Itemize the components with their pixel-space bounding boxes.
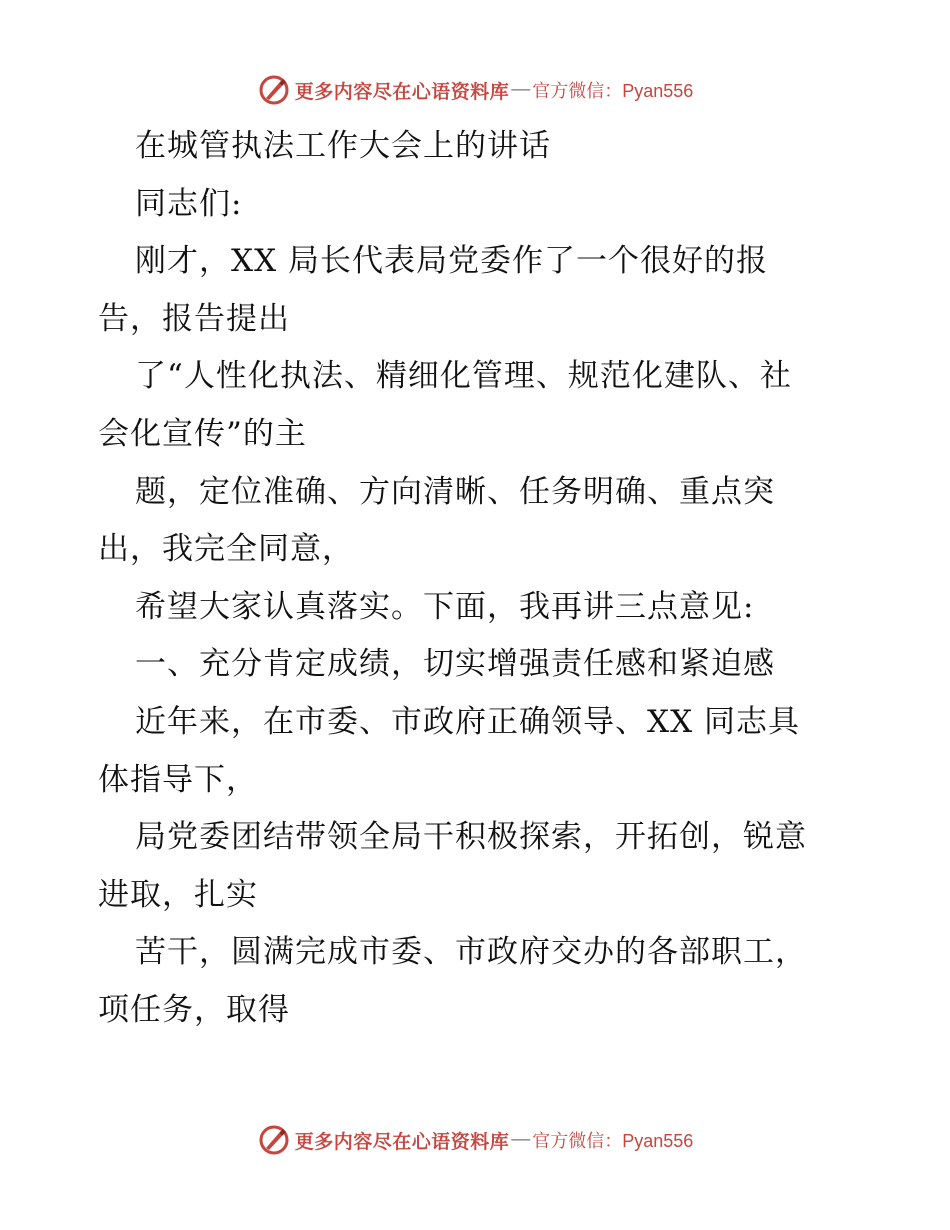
text-line: 题，定位准确、方向清晰、任务明确、重点突 bbox=[135, 473, 775, 510]
footer-banner bbox=[0, 1120, 950, 1160]
pen-logo-icon bbox=[257, 73, 291, 107]
text-line: 告，报告提出 bbox=[98, 300, 290, 337]
header-banner bbox=[0, 70, 950, 110]
document-title: 在城管执法工作大会上的讲话 bbox=[135, 128, 551, 164]
text-line: 近年来，在市委、市政府正确领导、XX 同志具 bbox=[135, 703, 800, 740]
banner-wechat: 官方微信：Pyan556 bbox=[532, 1131, 694, 1151]
document-body bbox=[98, 118, 868, 1040]
text-line: 体指导下， bbox=[98, 761, 258, 798]
text-line: 了“人性化执法、精细化管理、规范化建队、社 bbox=[135, 358, 792, 395]
banner-text: 更多内容尽在心语资料库 bbox=[294, 1130, 510, 1153]
banner-dash: — bbox=[511, 79, 531, 100]
banner-dash: — bbox=[511, 1129, 531, 1150]
salutation: 同志们: bbox=[135, 185, 243, 222]
text-line: 出，我完全同意， bbox=[98, 531, 354, 568]
text-line: 会化宣传”的主 bbox=[98, 415, 307, 452]
banner-text: 更多内容尽在心语资料库 bbox=[294, 80, 510, 103]
section-heading: 一、充分肯定成绩，切实增强责任感和紧迫感 bbox=[135, 646, 775, 683]
text-line: 刚才，XX 局长代表局党委作了一个很好的报 bbox=[135, 243, 768, 280]
banner-wechat: 官方微信：Pyan556 bbox=[532, 81, 694, 101]
text-line: 苦干，圆满完成市委、市政府交办的各部职工， bbox=[135, 934, 807, 971]
text-line: 进取，扎实 bbox=[98, 876, 258, 913]
text-line: 局党委团结带领全局干积极探索，开拓创，锐意 bbox=[135, 819, 807, 856]
text-line: 希望大家认真落实。下面，我再讲三点意见: bbox=[135, 588, 755, 625]
text-line: 项任务，取得 bbox=[98, 991, 290, 1028]
pen-logo-icon bbox=[257, 1123, 291, 1157]
